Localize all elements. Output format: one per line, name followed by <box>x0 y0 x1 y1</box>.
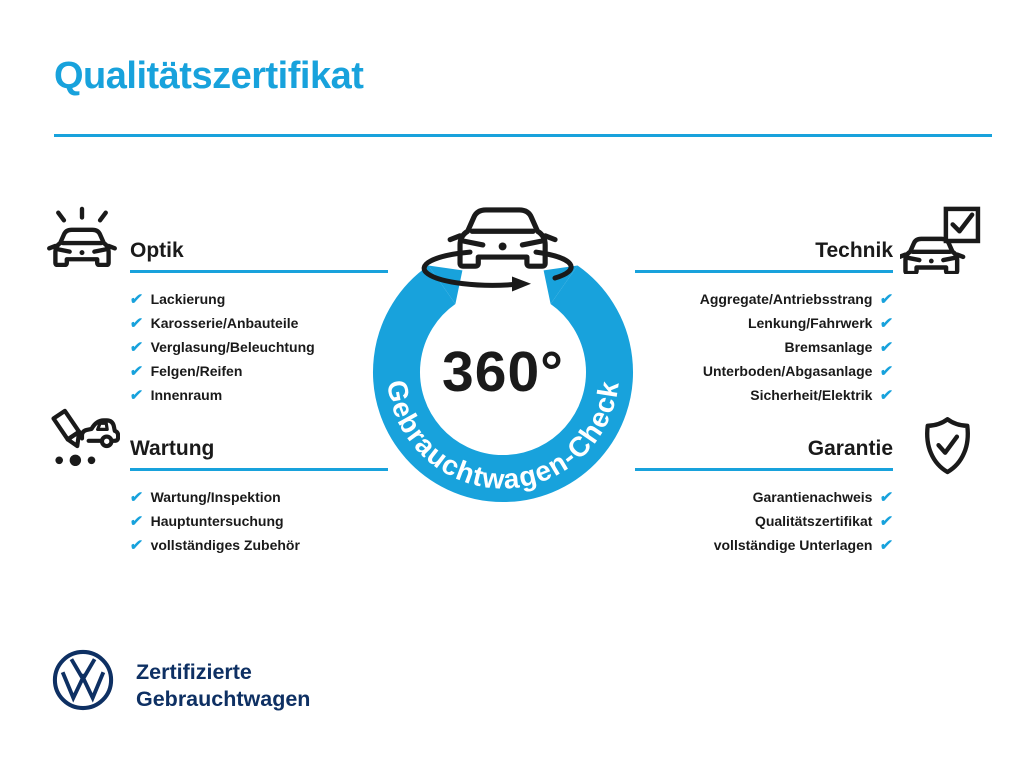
section-garantie <box>635 438 893 557</box>
checklist-item: Bremsanlage ✔ <box>784 338 895 356</box>
check-icon: ✔ <box>128 290 144 308</box>
section-optik <box>130 240 388 407</box>
check-icon: ✔ <box>879 386 895 404</box>
car-checkbox-icon <box>900 206 984 274</box>
section-divider <box>130 468 388 471</box>
ring-label: Gebrauchtwagen-Check <box>380 377 625 496</box>
check-icon: ✔ <box>879 338 895 356</box>
section-divider <box>635 270 893 273</box>
checklist-item: Unterboden/Abgasanlage ✔ <box>702 362 895 380</box>
brand-claim <box>136 659 310 712</box>
checklist-item: Qualitätszertifikat ✔ <box>754 512 895 530</box>
title-divider <box>54 134 992 137</box>
checklist-item: ✔ Felgen/Reifen <box>128 362 243 380</box>
check-icon: ✔ <box>879 488 895 506</box>
check-icon: ✔ <box>128 338 144 356</box>
check-icon: ✔ <box>879 512 895 530</box>
page-title: Qualitätszertifikat <box>54 55 364 97</box>
checklist-item: Lenkung/Fahrwerk ✔ <box>747 314 895 332</box>
checklist-item: ✔ vollständiges Zubehör <box>128 536 300 554</box>
check-icon: ✔ <box>128 536 144 554</box>
check-icon: ✔ <box>879 314 895 332</box>
section-divider <box>635 468 893 471</box>
check-icon: ✔ <box>128 488 144 506</box>
vw-logo-icon <box>52 649 114 711</box>
car-shine-icon <box>44 204 120 267</box>
check-icon: ✔ <box>879 362 895 380</box>
checklist-item: Sicherheit/Elektrik ✔ <box>750 386 895 404</box>
checklist-item: ✔ Wartung/Inspektion <box>128 488 281 506</box>
checklist-item: ✔ Hauptuntersuchung <box>128 512 284 530</box>
section-title-garantie: Garantie <box>807 437 893 460</box>
brand-claim-line2: Gebrauchtwagen <box>136 686 311 711</box>
check-icon: ✔ <box>128 314 144 332</box>
check-icon: ✔ <box>128 362 144 380</box>
checklist-item: Garantienachweis ✔ <box>752 488 895 506</box>
badge-360-value: 360° <box>442 340 564 404</box>
pencil-car-dots-icon <box>44 406 120 469</box>
section-title-optik: Optik <box>130 239 184 262</box>
checklist-item: Aggregate/Antriebsstrang ✔ <box>699 290 895 308</box>
checklist-item: ✔ Innenraum <box>128 386 223 404</box>
section-technik <box>635 240 893 407</box>
check-icon: ✔ <box>128 512 144 530</box>
check-icon: ✔ <box>128 386 144 404</box>
section-wartung <box>130 438 388 557</box>
check-icon: ✔ <box>879 536 895 554</box>
checklist-item: vollständige Unterlagen ✔ <box>713 536 895 554</box>
shield-check-icon <box>919 415 976 481</box>
checklist-item: ✔ Lackierung <box>128 290 226 308</box>
checklist-item: ✔ Verglasung/Beleuchtung <box>128 338 315 356</box>
section-divider <box>130 270 388 273</box>
section-title-technik: Technik <box>815 239 893 262</box>
brand-claim-line1: Zertifizierte <box>136 660 252 684</box>
section-title-wartung: Wartung <box>130 437 215 460</box>
check-icon: ✔ <box>879 290 895 308</box>
checklist-item: ✔ Karosserie/Anbauteile <box>128 314 299 332</box>
